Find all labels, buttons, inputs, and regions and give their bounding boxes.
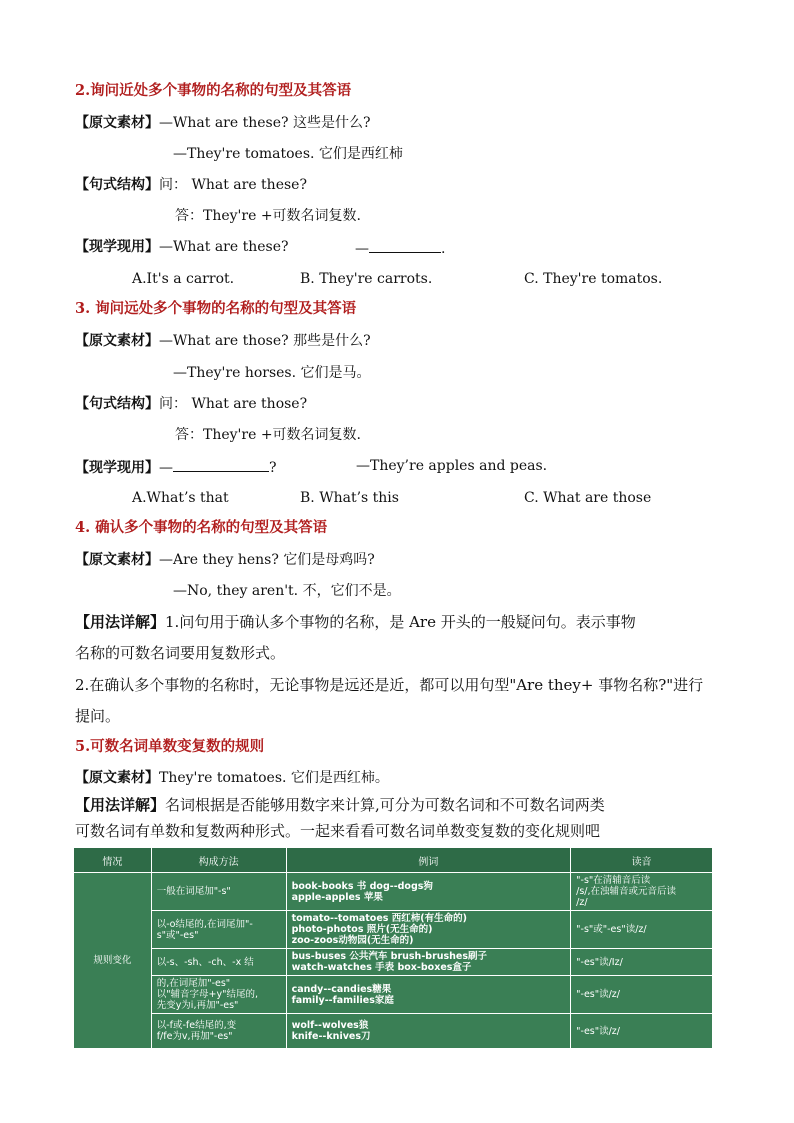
method-cell [151, 949, 286, 976]
structure-label: 【句式结构】 [75, 396, 159, 412]
usage-text-2a: 2.在确认多个事物的名称时，无论事物是远还是近，都可以用句型"Are they+ 事物名称?"进行 [75, 676, 704, 694]
usage-line [75, 613, 636, 631]
practice-answer: —They’re apples and peas. [356, 458, 548, 474]
examples-cell-line: apple-apples 苹果 [291, 891, 383, 903]
pronunciation-cell-line: "-s"在清辅音后读 [576, 875, 651, 886]
examples-cell [286, 1014, 571, 1049]
usage-line [75, 796, 605, 814]
examples-cell [286, 873, 571, 911]
practice-question-mark: ? [269, 460, 277, 476]
structure-line [75, 395, 307, 413]
practice-line [75, 457, 277, 477]
usage-text-1a: 1.问句用于确认多个事物的名称，是 Are 开头的一般疑问句。表示事物 [165, 613, 636, 631]
structure-label: 【句式结构】 [75, 177, 159, 193]
header-situation: 情况 [74, 848, 152, 873]
examples-cell-line: book-books 书 dog--dogs狗 [291, 880, 433, 892]
table-row [74, 873, 713, 911]
examples-cell-line: photo-photos 照片(无生命的) [291, 924, 433, 935]
structure-answer: 答：They're +可数名词复数. [175, 427, 362, 443]
structure-question: 问： What are these? [159, 177, 307, 193]
examples-cell-line: knife--knives刀 [291, 1031, 371, 1042]
pronunciation-cell-line: /s/,在浊辅音或元音后读 [576, 886, 677, 897]
practice-dash: — [355, 241, 369, 257]
structure-answer: 答：They're +可数名词复数. [175, 208, 362, 224]
table-header-row [74, 848, 713, 873]
source-material-line [75, 332, 371, 350]
pronunciation-cell [571, 873, 713, 911]
source-answer: —No, they aren't. 不，它们不是。 [173, 583, 401, 599]
method-cell-line: 先变y为i,再加"-es" [156, 1000, 239, 1011]
source-material-line [75, 551, 375, 569]
question-blank[interactable] [173, 457, 269, 472]
method-cell-line: 以-o结尾的,在词尾加"- [156, 918, 253, 930]
method-cell [151, 911, 286, 949]
source-material-line [75, 769, 389, 787]
table-row [74, 976, 713, 1014]
header-method: 构成方法 [151, 848, 286, 873]
method-cell-line: f/fe为v,再加"-es" [156, 1031, 233, 1042]
structure-question: 问： What are those? [159, 396, 308, 412]
source-material-label: 【原文素材】 [75, 115, 159, 131]
pronunciation-cell [571, 1014, 713, 1049]
table-row [74, 949, 713, 976]
practice-label: 【现学现用】 [75, 239, 159, 255]
pronunciation-cell [571, 976, 713, 1014]
source-material-label: 【原文素材】 [75, 333, 159, 349]
practice-line [75, 238, 289, 256]
source-material-line [75, 114, 370, 132]
option-a: A.It's a carrot. [132, 271, 235, 287]
usage-text-1: 名词根据是否能够用数字来计算,可分为可数名词和不可数名词两类 [165, 796, 605, 814]
source-material-label: 【原文素材】 [75, 552, 159, 568]
section-5-heading: 5.可数名词单数变复数的规则 [75, 738, 265, 755]
examples-cell-line: zoo-zoos动物园(无生命的) [291, 935, 414, 946]
source-text: They're tomatoes. 它们是西红柿。 [159, 770, 389, 786]
examples-cell-line: wolf--wolves狼 [291, 1020, 369, 1031]
examples-cell-line: bus-buses 公共汽车 brush-brushes刷子 [291, 951, 488, 962]
examples-cell [286, 976, 571, 1014]
option-c: C. They're tomatos. [524, 271, 663, 287]
section-3-heading: 3. 询问远处多个事物的名称的句型及其答语 [75, 300, 357, 317]
method-cell-line: 以-f或-fe结尾的,变 [156, 1020, 237, 1031]
answer-blank[interactable] [369, 238, 441, 253]
practice-dash: — [159, 460, 173, 476]
source-question: —What are these? 这些是什么? [159, 115, 371, 131]
practice-period: . [441, 241, 446, 257]
section-2-heading: 2.询问近处多个事物的名称的句型及其答语 [75, 82, 352, 99]
header-examples: 例词 [286, 848, 571, 873]
practice-answer-blank-line [355, 238, 445, 258]
option-a: A.What’s that [132, 490, 229, 506]
usage-text-2b: 提问。 [75, 707, 121, 725]
source-answer: —They're horses. 它们是马。 [173, 365, 371, 381]
pronunciation-cell-line: "-es"读/z/ [576, 1025, 620, 1037]
method-cell-line: 的,在词尾加"-es" [156, 978, 231, 989]
method-cell [151, 1014, 286, 1049]
method-cell-line: 一般在词尾加"-s" [156, 886, 231, 897]
method-cell [151, 873, 286, 911]
examples-cell [286, 949, 571, 976]
pronunciation-cell-line: "-es"读/Iz/ [576, 956, 623, 968]
examples-cell-line: watch-watches 手表 box-boxes盒子 [291, 962, 472, 973]
section-4-heading: 4. 确认多个事物的名称的句型及其答语 [75, 519, 328, 536]
plural-rules-table [73, 847, 713, 1049]
usage-text-2: 可数名词有单数和复数两种形式。一起来看看可数名词单数变复数的变化规则吧 [75, 822, 601, 840]
source-question: —Are they hens? 它们是母鸡吗? [159, 552, 375, 568]
source-answer: —They're tomatoes. 它们是西红柿 [173, 146, 403, 162]
method-cell-line: 以-s、-sh、-ch、-x 结 [156, 956, 254, 968]
practice-label: 【现学现用】 [75, 460, 159, 476]
category-cell: 规则变化 [74, 873, 152, 1049]
option-b: B. What’s this [300, 490, 399, 506]
usage-label: 【用法详解】 [75, 796, 166, 814]
usage-text-1b: 名称的可数名词要用复数形式。 [75, 644, 286, 662]
option-b: B. They're carrots. [300, 271, 433, 287]
pronunciation-cell [571, 911, 713, 949]
examples-cell-line: tomato--tomatoes 西红柿(有生命的) [291, 913, 467, 924]
usage-label: 【用法详解】 [75, 613, 166, 631]
method-cell [151, 976, 286, 1014]
source-question: —What are those? 那些是什么? [159, 333, 371, 349]
method-cell-line: s"或"-es" [156, 929, 199, 941]
pronunciation-cell-line: "-es"读/z/ [576, 989, 620, 1000]
option-c: C. What are those [524, 490, 652, 506]
source-material-label: 【原文素材】 [75, 770, 159, 786]
table-row [74, 911, 713, 949]
table-row [74, 1014, 713, 1049]
structure-line [75, 176, 307, 194]
examples-cell [286, 911, 571, 949]
examples-cell-line: family--families家庭 [291, 994, 394, 1006]
practice-question: —What are these? [159, 239, 289, 255]
header-pronunciation: 读音 [571, 848, 713, 873]
pronunciation-cell-line: /z/ [576, 897, 588, 908]
examples-cell-line: candy--candies糖果 [291, 983, 392, 995]
pronunciation-cell-line: "-s"或"-es"读/z/ [576, 924, 647, 935]
method-cell-line: 以"辅音字母+y"结尾的, [156, 989, 259, 1000]
pronunciation-cell [571, 949, 713, 976]
